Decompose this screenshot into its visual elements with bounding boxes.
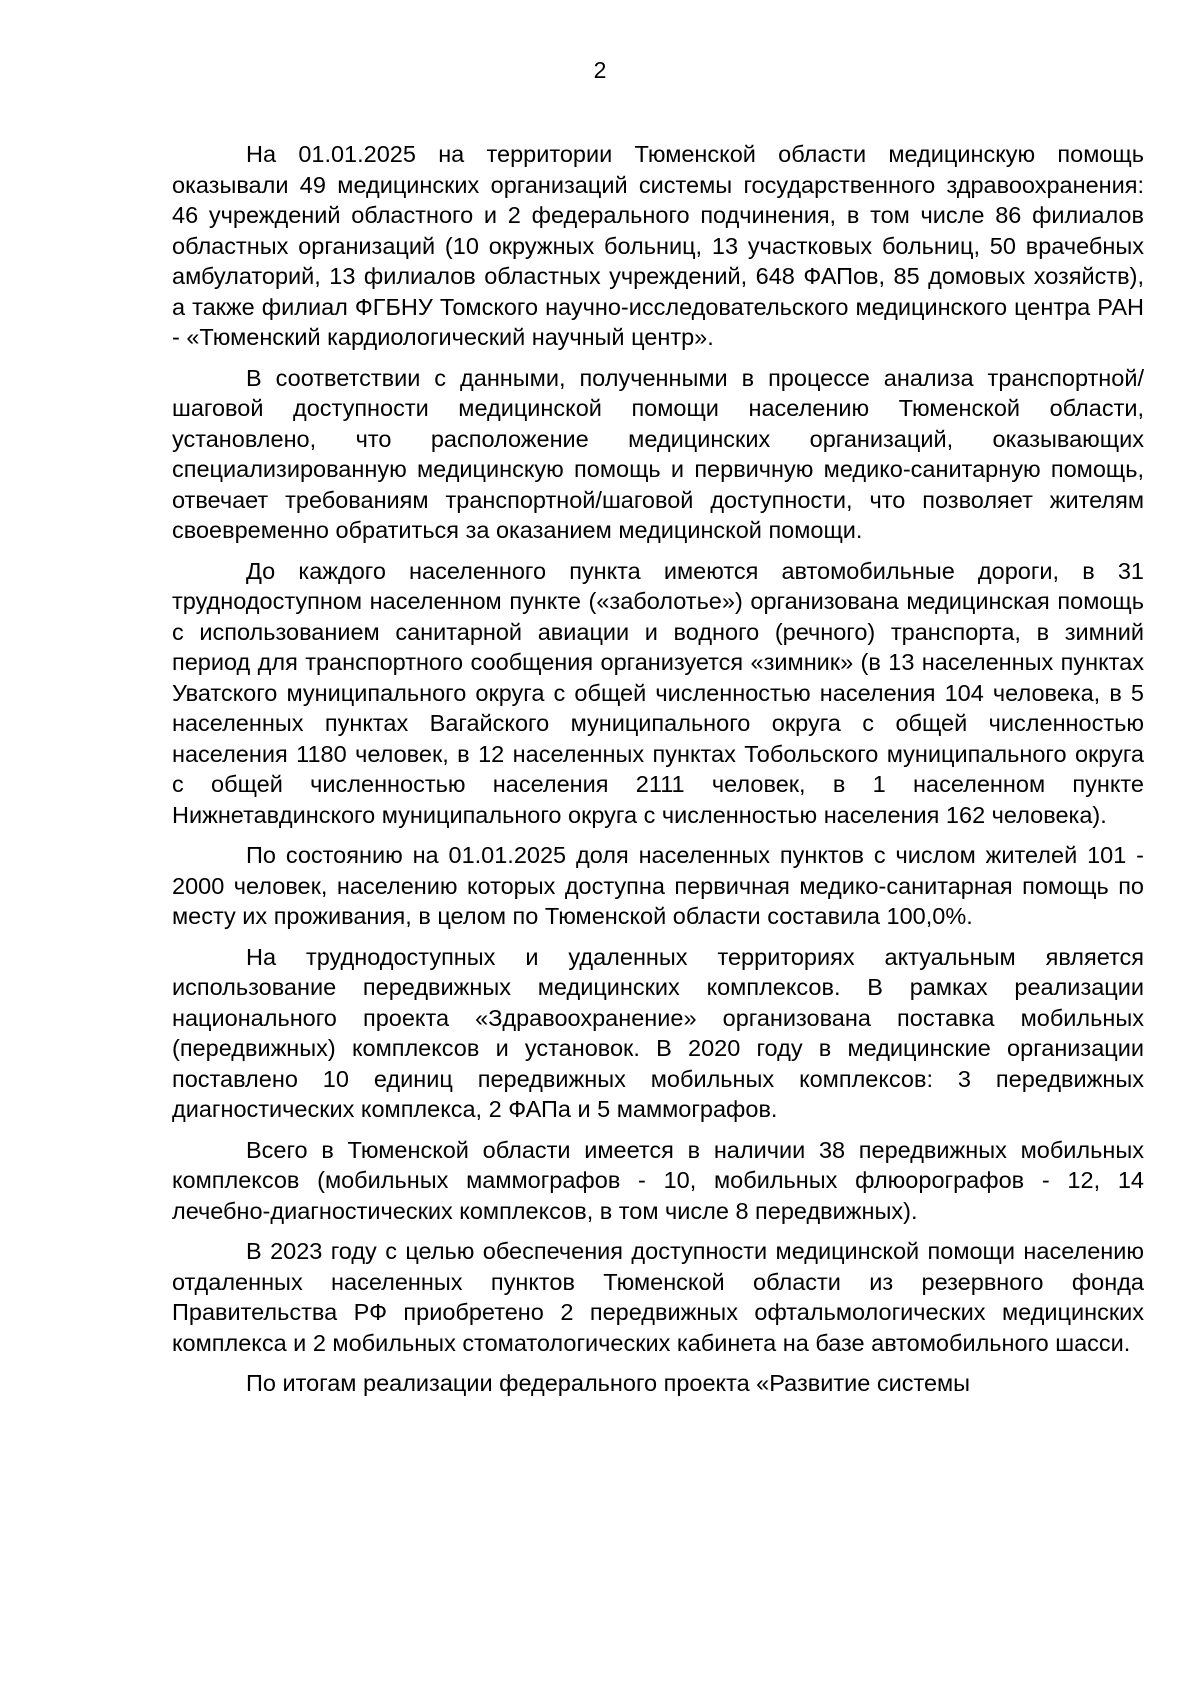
document-body: [172, 139, 1144, 1409]
page-number: 2: [593, 57, 607, 83]
paragraph-reserve-fund-2023: В 2023 году с целью обеспечения доступности медицинской помощи населению отдаленных населенных пунктов Тюменской области из резервного фонда Правительства РФ приобретено 2 передвижных офтальмологических медицинских комплекса и 2 мобильных стоматологических кабинета на базе автомобильного шасси.: [172, 1238, 1144, 1356]
paragraph-medical-organizations: На 01.01.2025 на территории Тюменской области медицинскую помощь оказывали 49 медицинских организаций системы государственного здравоохранения: 46 учреждений областного и 2 федерального подчинения, в том числе 86 филиалов областных организаций (10 окружных больниц, 13 участковых больниц, 50 врачебных амбулаторий, 13 филиалов областных учреждений, 648 ФАПов, 85 домовых хозяйств), а также филиал ФГБНУ Томского научно-исследовательского медицинского центра РАН - «Тюменский кардиологический научный центр».: [172, 141, 1144, 350]
paragraph-hard-to-reach-settlements: До каждого населенного пункта имеются автомобильные дороги, в 31 труднодоступном населенном пункте («заболотье») организована медицинская помощь с использованием санитарной авиации и водного (речного) транспорта, в зимний период для транспортного сообщения организуется «зимник» (в 13 населенных пунктах Уватского муниципального округа с общей численностью населения 104 человека, в 5 населенных пунктах Вагайского муниципального округа с общей численностью населения 1180 человек, в 12 населенных пунктах Тобольского муниципального округа с общей численностью населения 2111 человек, в 1 населенном пункте Нижнетавдинского муниципального округа с численностью населения 162 человека).: [172, 557, 1144, 828]
paragraph-federal-project-results: По итогам реализации федерального проекта «Развитие системы: [246, 1370, 971, 1396]
paragraph-primary-care-share: По состоянию на 01.01.2025 доля населенных пунктов с числом жителей 101 - 2000 человек, населению которых доступна первичная медико-санитарная помощь по месту их проживания, в целом по Тюменской области составила 100,0%.: [172, 842, 1144, 929]
paragraph-mobile-complexes-total: Всего в Тюменской области имеется в наличии 38 передвижных мобильных комплексов (мобильных маммографов - 10, мобильных флюорографов - 12, 14 лечебно-диагностических комплексов, в том числе 8 передвижных).: [172, 1136, 1144, 1224]
paragraph-mobile-complexes-project: На труднодоступных и удаленных территориях актуальным является использование передвижных медицинских комплексов. В рамках реализации национального проекта «Здравоохранение» организована поставка мобильных (передвижных) комплексов и установок. В 2020 году в медицинские организации поставлено 10 единиц передвижных мобильных комплексов: 3 передвижных диагностических комплекса, 2 ФАПа и 5 маммографов.: [172, 943, 1144, 1122]
paragraph-accessibility-analysis: В соответствии с данными, полученными в процессе анализа транспортной/шаговой доступности медицинской помощи населению Тюменской области, установлено, что расположение медицинских организаций, оказывающих специализированную медицинскую помощь и первичную медико-санитарную помощь, отвечает требованиям транспортной/шаговой доступности, что позволяет жителям своевременно обратиться за оказанием медицинской помощи.: [172, 364, 1144, 543]
